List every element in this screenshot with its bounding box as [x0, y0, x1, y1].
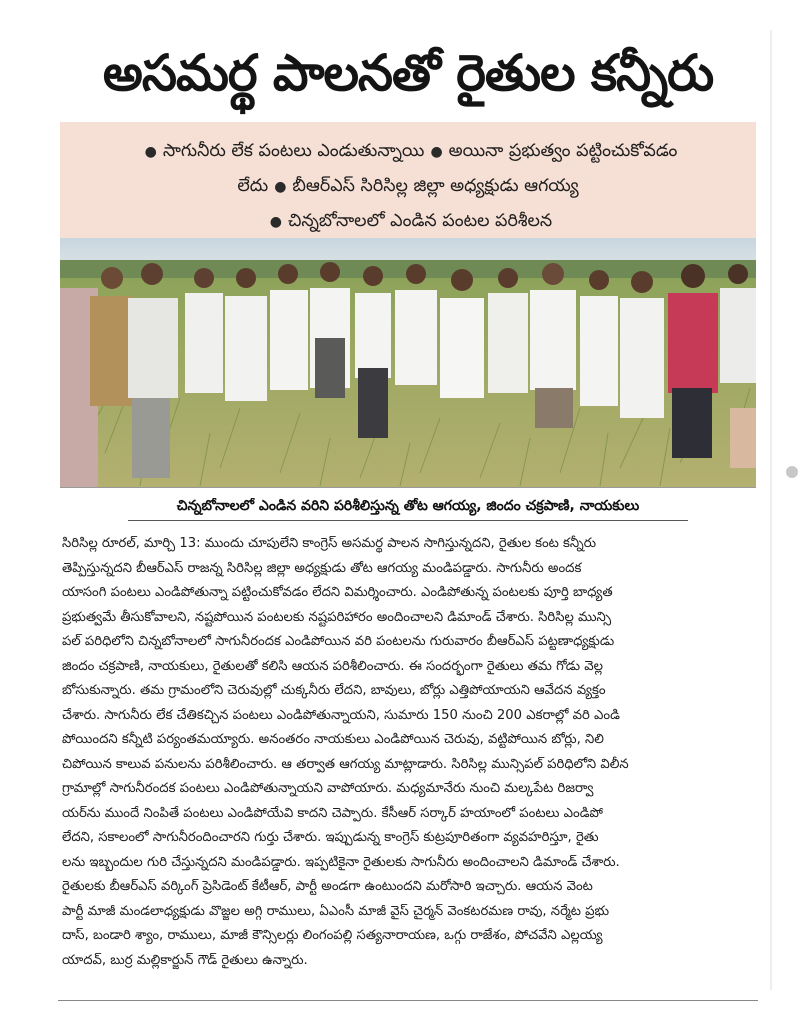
deck-line-2	[78, 169, 738, 204]
body-line: సిరిసిల్ల రూరల్, మార్చి 13: ముందు చూపులేని కాంగ్రెస్ అసమర్థ పాలన సాగిస్తున్నదని, రైతుల కంట కన్నీరు	[62, 536, 597, 551]
body-line: లేదని, సకాలంలో సాగునీరందించారని గుర్తు చేశారు. ఇప్పుడున్న కాంగ్రెస్ కుట్రపూరితంగా వ్యవహరిస్తూ, రైతు	[62, 830, 599, 845]
body-line: పార్టీ మాజీ మండలాధ్యక్షుడు వొజ్జల అగ్గి రాములు, ఏఎంసీ మాజీ వైస్ చైర్మన్ వెంకటరమణ రావు, నర్మేట ప్రభు	[62, 903, 610, 919]
body-line: బోసుకున్నారు. తమ గ్రామంలోని చెరువుల్లో చుక్కనీరు లేదని, బావులు, బోర్లు ఎత్తిపోయాయని ఆవేదన వ్యక్తం	[62, 683, 606, 698]
page-edge-line	[770, 30, 772, 990]
body-line: ప్రభుత్వమే తీసుకోవాలని, నష్టపోయిన పంటలకు నష్టపరిహారం అందించాలని డిమాండ్ చేశారు. సిరిసిల్ల మున్సి	[62, 609, 612, 625]
newspaper-clipping	[58, 22, 758, 1000]
body-line: పల్ పరిధిలోని చిన్నబోనాలలో సాగునీరందక ఎండిపోయిన వరి పంటలను గురువారం బీఆర్ఎస్ పట్టణాధ్యక్షుడు	[62, 634, 615, 649]
caption-underline	[128, 520, 688, 521]
bullet-icon: ●	[430, 144, 443, 160]
body-line: చిపోయిన కాలువ పనులను పరిశీలించారు. ఆ తర్వాత ఆగయ్య మాట్లాడారు. సిరిసిల్ల మున్సిపల్ పరిధిలోని విలీన	[62, 756, 629, 772]
body-line: పోయిందని కన్నీటి పర్యంతమయ్యారు. అనంతరం నాయకులు ఎండిపోయిన చెరువు, వట్టిపోయిన బోర్లు, నిలి	[62, 732, 604, 747]
bullet-icon: ●	[144, 144, 157, 160]
bullet-icon: ●	[269, 214, 282, 230]
body-line: యాసంగి పంటలు ఎండిపోతున్నా పట్టించుకోవడం లేదని విమర్శించారు. ఎండిపోతున్న పంటలకు పూర్తి బాధ్యత	[62, 585, 613, 600]
photo-caption: చిన్నబోనాలలో ఎండిన వరిని పరిశీలిస్తున్న తోట ఆగయ్య, జిందం చక్రపాణి, నాయకులు	[176, 498, 640, 514]
bullet-icon: ●	[274, 179, 287, 195]
deck-item: అయినా ప్రభుత్వం పట్టించుకోవడం	[448, 141, 678, 161]
body-line: యర్‌ను ముందే నింపితే పంటలు ఎండిపోయేవి కాదని చెప్పారు. కేసీఆర్ సర్కార్ హయాంలో పంటలు ఎండిపో	[62, 805, 603, 821]
body-line: యాదవ్, బుర్ర మల్లికార్జున్ గౌడ్ రైతులు ఉన్నారు.	[62, 952, 308, 968]
news-photo	[60, 238, 756, 488]
body-line: రైతులకు బీఆర్ఎస్ వర్కింగ్ ప్రెసిడెంట్ కేటీఆర్, పార్టీ అండగా ఉంటుందని మరోసారి ఇచ్చారు. ఆయన వెంట	[62, 879, 593, 894]
bottom-rule	[58, 1000, 758, 1001]
deck-item: చిన్నబోనాలలో ఎండిన పంటల పరిశీలన	[288, 211, 553, 231]
sub-headline-box	[60, 122, 756, 250]
deck-line-1	[78, 134, 738, 169]
scroll-indicator[interactable]	[786, 466, 798, 478]
deck-line-3	[78, 204, 738, 239]
deck-item: సాగునీరు లేక పంటలు ఎండుతున్నాయి	[162, 141, 425, 161]
body-line: లను ఇబ్బందుల గురి చేస్తున్నదని మండిపడ్డారు. ఇప్పటికైనా రైతులకు సాగునీరు అందించాలని డిమాండ్ చేశారు.	[62, 854, 620, 870]
deck-item: లేదు	[237, 176, 269, 196]
body-line: జిందం చక్రపాణి, నాయకులు, రైతులతో కలిసి ఆయన పరిశీలించారు. ఈ సందర్భంగా రైతులు తమ గోడు వెల్ల	[62, 658, 603, 674]
headline: అసమర్థ పాలనతో రైతుల కన్నీరు	[102, 43, 714, 102]
photo-illustration	[60, 238, 756, 488]
body-line: చేశారు. సాగునీరు లేక చేతికచ్చిన పంటలు ఎండిపోతున్నాయని, సుమారు 150 నుంచి 200 ఎకరాల్లో వరి ఎండి	[62, 707, 620, 723]
body-line: తెప్పిస్తున్నదని బీఆర్ఎస్ రాజన్న సిరిసిల్ల జిల్లా అధ్యక్షుడు తోట ఆగయ్య మండిపడ్డారు. సాగునీరు అందక	[62, 560, 582, 576]
article-body	[62, 532, 754, 973]
body-line: గ్రామాల్లో సాగునీరందక పంటలు ఎండిపోతున్నాయని వాపోయారు. మధ్యమానేరు నుంచి మల్కపేట రిజర్వా	[62, 781, 594, 796]
deck-item: బీఆర్ఎస్ సిరిసిల్ల జిల్లా అధ్యక్షుడు ఆగయ్య	[292, 176, 579, 196]
body-line: దాస్, బండారి శ్యాం, రాములు, మాజీ కౌన్సిలర్లు లింగంపల్లి సత్యనారాయణ, ఒగ్గు రాజేశం, పోచవేని ఎల్లయ్య	[62, 928, 603, 943]
